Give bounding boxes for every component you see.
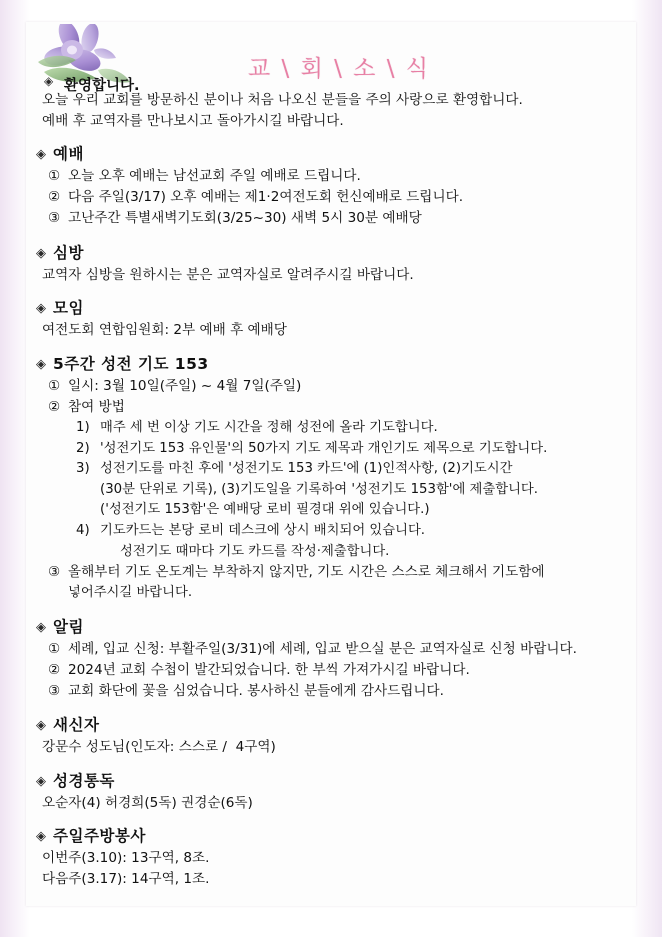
section-title: 모임 [53,299,84,318]
section-prayer-153 [36,352,636,604]
list-text: 일시: 3월 10일(주일) ~ 4월 7일(주일) [68,377,302,394]
bulletin-content [36,28,636,908]
section-title: 성경통독 [53,771,115,790]
list-item [48,397,636,418]
diamond-bullet-icon: ◈ [36,773,46,789]
section-kitchen-service [36,824,636,889]
list-item [48,166,636,187]
sub-list-marker: 1) [76,419,90,435]
list-marker: ② [48,398,61,415]
list-text: 2024년 교회 수첩이 발간되었습니다. 한 부씩 가져가시길 바랍니다. [68,661,470,678]
list-marker: ② [48,189,61,206]
document-header [36,28,636,94]
welcome-heading: 환영합니다. [64,78,140,94]
list-marker: ③ [48,210,61,227]
section-new-member-header [36,713,636,735]
section-text: 강문수 성도님(인도자: 스스로 / 4구역) [42,739,276,756]
section-bible-reading-header [36,769,636,791]
diamond-bullet-icon: ◈ [36,301,46,317]
section-kitchen-service-header [36,824,636,846]
section-title: 심방 [53,243,84,262]
list-text: 세례, 입교 신청: 부활주일(3/31)에 세례, 입교 받으실 분은 교역자실로 신청 바랍니다. [68,640,577,657]
list-item [48,208,636,229]
list-item [48,187,636,208]
section-text: 오순자(4) 허경희(5독) 권경순(6독) [42,794,253,811]
section-title: 알림 [53,617,84,636]
section-worship-header [36,142,636,164]
section-text: 이번주(3.10): 13구역, 8조. [42,850,210,867]
page-title: 교 \ 회 \ 소 \ 식 [248,56,430,82]
list-text: 참여 방법 [68,398,125,415]
list-item [48,660,636,681]
sub-list-continuation: (30분 단위로 기록), (3)기도일을 기록하여 '성전기도 153함'에 제출합니다. [100,481,538,497]
list-continuation: 넣어주시길 바랍니다. [68,585,193,601]
sub-list-marker: 2) [76,440,90,456]
diamond-bullet-icon: ◈ [36,356,46,372]
list-text: 올해부터 기도 온도계는 부착하지 않지만, 기도 시간은 스스로 체크해서 기도함에 [68,564,545,581]
list-text: 고난주간 특별새벽기도회(3/25~30) 새벽 5시 30분 예배당 [68,210,422,227]
diamond-bullet-icon: ◈ [36,718,46,734]
sub-list-marker: 3) [76,461,90,477]
list-marker: ① [48,640,61,657]
list-marker: ③ [48,564,61,581]
section-visitation [36,241,636,286]
section-meeting [36,296,636,341]
section-worship [36,142,636,229]
diamond-bullet-icon: ◈ [44,74,54,88]
list-marker: ② [48,661,61,678]
sub-list-text: '성전기도 153 유인물'의 50가지 기도 제목과 개인기도 제목으로 기도합니다. [100,440,548,456]
list-marker: ① [48,377,61,394]
section-text: 교역자 심방을 원하시는 분은 교역자실로 알려주시길 바랍니다. [42,266,414,283]
welcome-line-1: 오늘 우리 교회를 방문하신 분이나 처음 나오신 분들을 주의 사랑으로 환영합니다. [42,92,523,108]
section-visitation-header [36,241,636,263]
sub-list-text: 매주 세 번 이상 기도 시간을 정해 성전에 올라 기도합니다. [100,419,438,435]
list-item [48,681,636,702]
sub-list-continuation: ('성전기도 153함'은 예배당 로비 필경대 위에 있습니다.) [100,502,430,518]
sub-list-item [76,439,636,460]
diamond-bullet-icon: ◈ [36,245,46,261]
list-marker: ③ [48,683,61,699]
section-title: 5주간 성전 기도 153 [53,354,209,373]
list-marker: ① [48,168,61,185]
diamond-bullet-icon: ◈ [36,147,46,163]
section-title: 예배 [53,145,84,164]
section-new-member [36,713,636,758]
list-item [48,639,636,660]
sub-list-continuation: 성전기도 때마다 기도 카드를 작성·제출합니다. [120,543,390,559]
section-notice-header [36,615,636,637]
sub-list-item [76,418,636,439]
section-notice [36,615,636,702]
section-text: 다음주(3.17): 14구역, 1조. [42,871,210,888]
sub-list-marker: 4) [76,522,90,538]
sub-list-text: 기도카드는 본당 로비 데스크에 상시 배치되어 있습니다. [100,522,426,538]
list-text: 교회 화단에 꽃을 심었습니다. 봉사하신 분들에게 감사드립니다. [68,683,444,699]
section-prayer-153-header [36,352,636,374]
section-meeting-header [36,296,636,318]
section-bible-reading [36,769,636,814]
section-title: 주일주방봉사 [53,827,146,846]
section-text: 여전도회 연합임원회: 2부 예배 후 예배당 [42,322,287,339]
sub-list-text: 성전기도를 마친 후에 '성전기도 153 카드'에 (1)인적사항, (2)기도시간 [100,461,513,477]
list-text: 다음 주일(3/17) 오후 예배는 제1·2여전도회 헌신예배로 드립니다. [68,189,464,206]
sub-list-item [76,521,636,542]
welcome-line-2: 예배 후 교역자를 만나보시고 돌아가시길 바랍니다. [42,112,344,129]
diamond-bullet-icon: ◈ [36,829,46,845]
diamond-bullet-icon: ◈ [36,619,46,635]
section-title: 새신자 [53,716,100,735]
list-item [48,562,636,583]
sub-list-item [76,459,636,480]
list-item [48,376,636,397]
list-text: 오늘 오후 예배는 남선교회 주일 예배로 드립니다. [68,168,361,185]
